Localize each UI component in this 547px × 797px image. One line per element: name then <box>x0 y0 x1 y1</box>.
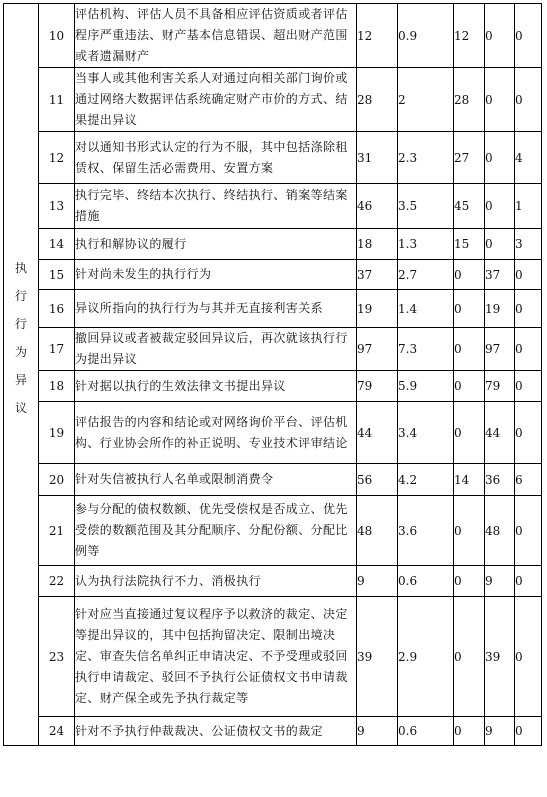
value-percent: 0.9 <box>398 4 454 68</box>
value-c: 14 <box>454 464 485 496</box>
value-c: 12 <box>454 4 485 68</box>
value-count: 19 <box>357 290 398 328</box>
value-c: 15 <box>454 229 485 260</box>
value-count: 44 <box>357 402 398 464</box>
category-char: 行 <box>14 289 27 303</box>
table-body <box>4 4 542 746</box>
value-e: 0 <box>515 566 542 597</box>
value-d: 37 <box>485 260 515 290</box>
value-d: 0 <box>485 229 515 260</box>
value-count: 9 <box>357 717 398 746</box>
value-c: 0 <box>454 402 485 464</box>
table-row <box>4 496 542 566</box>
value-count: 97 <box>357 328 398 371</box>
value-e: 0 <box>515 496 542 566</box>
value-e: 0 <box>515 4 542 68</box>
category-char: 行 <box>14 317 27 331</box>
row-number: 20 <box>39 464 75 496</box>
value-count: 28 <box>357 68 398 132</box>
value-d: 0 <box>485 132 515 184</box>
value-c: 0 <box>454 496 485 566</box>
table-row <box>4 132 542 184</box>
row-number: 17 <box>39 328 75 371</box>
value-percent: 2.7 <box>398 260 454 290</box>
value-d: 9 <box>485 566 515 597</box>
value-c: 0 <box>454 566 485 597</box>
value-e: 0 <box>515 402 542 464</box>
table-row <box>4 717 542 746</box>
category-cell <box>4 4 39 746</box>
row-description: 对以通知书形式认定的行为不服，其中包括涤除租赁权、保留生活必需费用、安置方案 <box>75 132 357 184</box>
value-d: 48 <box>485 496 515 566</box>
value-e: 0 <box>515 717 542 746</box>
value-d: 79 <box>485 371 515 402</box>
value-c: 28 <box>454 68 485 132</box>
value-c: 0 <box>454 290 485 328</box>
category-char: 为 <box>14 345 27 359</box>
value-percent: 2 <box>398 68 454 132</box>
value-percent: 0.6 <box>398 717 454 746</box>
value-c: 45 <box>454 184 485 229</box>
value-e: 0 <box>515 68 542 132</box>
value-d: 19 <box>485 290 515 328</box>
value-c: 0 <box>454 371 485 402</box>
row-description: 针对失信被执行人名单或限制消费令 <box>75 464 357 496</box>
table-row <box>4 4 542 68</box>
statistics-table <box>3 3 542 746</box>
row-number: 18 <box>39 371 75 402</box>
row-description: 认为执行法院执行不力、消极执行 <box>75 566 357 597</box>
row-number: 14 <box>39 229 75 260</box>
value-c: 0 <box>454 597 485 717</box>
row-description: 执行完毕、终结本次执行、终结执行、销案等结案措施 <box>75 184 357 229</box>
row-description: 撤回异议或者被裁定驳回异议后，再次就该执行行为提出异议 <box>75 328 357 371</box>
category-char: 议 <box>14 401 27 415</box>
value-e: 6 <box>515 464 542 496</box>
row-description: 针对据以执行的生效法律文书提出异议 <box>75 371 357 402</box>
value-d: 97 <box>485 328 515 371</box>
table-row <box>4 464 542 496</box>
value-count: 79 <box>357 371 398 402</box>
row-description: 执行和解协议的履行 <box>75 229 357 260</box>
row-description: 评估报告的内容和结论或对网络询价平台、评估机构、行业协会所作的补正说明、专业技术评审结论 <box>75 402 357 464</box>
value-e: 3 <box>515 229 542 260</box>
table-row <box>4 260 542 290</box>
value-percent: 1.4 <box>398 290 454 328</box>
row-description: 针对尚未发生的执行行为 <box>75 260 357 290</box>
value-c: 27 <box>454 132 485 184</box>
table-row <box>4 68 542 132</box>
value-count: 46 <box>357 184 398 229</box>
table-row <box>4 229 542 260</box>
row-number: 16 <box>39 290 75 328</box>
table-row <box>4 290 542 328</box>
value-d: 0 <box>485 4 515 68</box>
value-count: 31 <box>357 132 398 184</box>
value-e: 0 <box>515 290 542 328</box>
row-number: 11 <box>39 68 75 132</box>
category-char: 执 <box>14 261 27 275</box>
value-percent: 4.2 <box>398 464 454 496</box>
row-number: 19 <box>39 402 75 464</box>
value-d: 9 <box>485 717 515 746</box>
row-description: 参与分配的债权数额、优先受偿权是否成立、优先受偿的数额范围及其分配顺序、分配份额、分配比例等 <box>75 496 357 566</box>
value-d: 0 <box>485 68 515 132</box>
row-number: 10 <box>39 4 75 68</box>
value-d: 39 <box>485 597 515 717</box>
value-percent: 2.3 <box>398 132 454 184</box>
row-number: 22 <box>39 566 75 597</box>
table-row <box>4 402 542 464</box>
row-description: 评估机构、评估人员不具备相应评估资质或者评估程序严重违法、财产基本信息错误、超出财产范围或者遗漏财产 <box>75 4 357 68</box>
row-number: 13 <box>39 184 75 229</box>
value-percent: 3.4 <box>398 402 454 464</box>
table-row <box>4 371 542 402</box>
value-d: 44 <box>485 402 515 464</box>
category-char: 异 <box>14 373 27 387</box>
row-number: 12 <box>39 132 75 184</box>
value-percent: 5.9 <box>398 371 454 402</box>
row-number: 15 <box>39 260 75 290</box>
row-number: 23 <box>39 597 75 717</box>
value-percent: 1.3 <box>398 229 454 260</box>
value-percent: 0.6 <box>398 566 454 597</box>
value-percent: 3.6 <box>398 496 454 566</box>
value-d: 0 <box>485 184 515 229</box>
value-count: 37 <box>357 260 398 290</box>
value-count: 18 <box>357 229 398 260</box>
value-count: 48 <box>357 496 398 566</box>
table-row <box>4 184 542 229</box>
value-e: 1 <box>515 184 542 229</box>
value-c: 0 <box>454 328 485 371</box>
value-count: 56 <box>357 464 398 496</box>
value-percent: 7.3 <box>398 328 454 371</box>
value-e: 0 <box>515 328 542 371</box>
table-row <box>4 328 542 371</box>
row-description: 针对不予执行仲裁裁决、公证债权文书的裁定 <box>75 717 357 746</box>
value-percent: 2.9 <box>398 597 454 717</box>
value-c: 0 <box>454 260 485 290</box>
row-description: 当事人或其他利害关系人对通过向相关部门询价或通过网络大数据评估系统确定财产市价的方式、结果提出异议 <box>75 68 357 132</box>
value-count: 9 <box>357 566 398 597</box>
value-count: 39 <box>357 597 398 717</box>
row-description: 异议所指向的执行行为与其并无直接利害关系 <box>75 290 357 328</box>
value-c: 0 <box>454 717 485 746</box>
row-number: 24 <box>39 717 75 746</box>
table-row <box>4 566 542 597</box>
value-e: 0 <box>515 260 542 290</box>
value-percent: 3.5 <box>398 184 454 229</box>
value-e: 4 <box>515 132 542 184</box>
value-e: 0 <box>515 371 542 402</box>
table-row <box>4 597 542 717</box>
value-e: 0 <box>515 597 542 717</box>
row-description: 针对应当直接通过复议程序予以救济的裁定、决定等提出异议的，其中包括拘留决定、限制出境决定、审查失信名单纠正申请决定、不予受理或驳回执行申请裁定、驳回不予执行公证债权文书申请裁定、财产保全或先予执行裁定等 <box>75 597 357 717</box>
value-count: 12 <box>357 4 398 68</box>
row-number: 21 <box>39 496 75 566</box>
value-d: 36 <box>485 464 515 496</box>
